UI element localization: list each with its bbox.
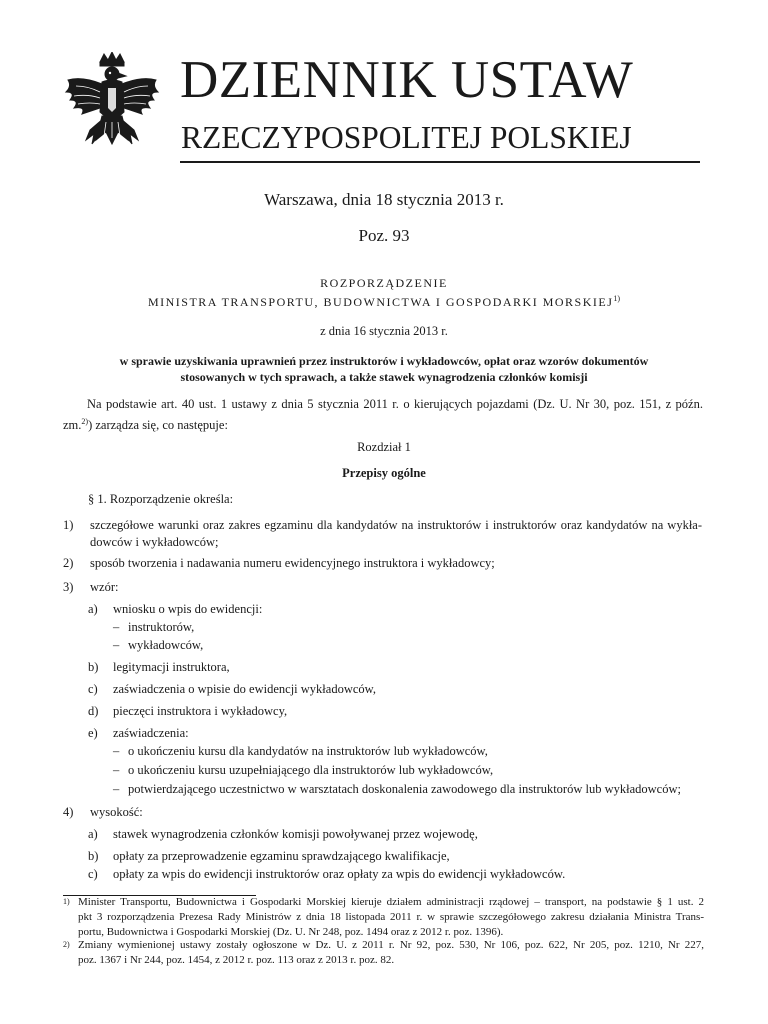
sub-item-text: wniosku o wpis do ewidencji: [113,602,263,616]
sub-item-text: zaświadczenia o wpisie do ewidencji wykładowców, [113,682,376,696]
dash-marker: – [113,744,120,758]
sub-item-text: legitymacji instruktora, [113,660,230,674]
list-item-number: 4) [63,805,74,819]
list-item-text: wysokość: [90,805,143,819]
date-line: Warszawa, dnia 18 stycznia 2013 r. [264,190,504,209]
dash-item-text: potwierdzającego uczestnictwo w warsztatach doskonalenia zawodowego dla instruktorów lub wykładowców; [128,782,681,796]
sub-item-text: opłaty za wpis do ewidencji instruktorów oraz opłaty za wpis do ewidencji wykładowców. [113,867,566,881]
act-subject: w sprawie uzyskiwania uprawnień przez instruktorów i wykładowców, opłat oraz wzorów dokumentów stosowanych w tych sprawach, a także stawek wynagrodzenia członków komisji [119,354,649,384]
section-1-intro: § 1. Rozporządzenie określa: [88,492,234,506]
dash-marker: – [113,638,120,652]
position-number: Poz. 93 [358,226,410,245]
sub-item-letter: e) [88,726,98,740]
dash-item-text: wykładowców, [128,638,204,652]
preamble-paragraph: Na podstawie art. 40 ust. 1 ustawy z dnia 5 stycznia 2011 r. o kierujących pojazdami (Dz. U. Nr 30, poz. 151, z późn. zm.$^{2)}$) zarządza się, co następuje: [63,397,703,432]
sub-item-text: zaświadczenia: [113,726,189,740]
sub-item-letter: b) [88,660,99,674]
sub-item-text: stawek wynagrodzenia członków komisji powoływanej przez wojewodę, [113,827,478,841]
dash-item-text: instruktorów, [128,620,195,634]
footnote-ref-2[interactable]: 2) [81,417,89,426]
footnote-text: Minister Transportu, Budownictwa i Gospodarki Morskiej kieruje działem administracji rządowej – transport, na podstawie § 1 ust. 2 pkt 3 rozporządzenia Prezesa Rady Ministrów z dnia 18 listopada 2011 r. w sprawie szczegółowego zakresu działania Ministra Trans- portu, Budownictwa i Gospodarki Morskiej (Dz. U. Nr 248, poz. 1494 oraz z 2012 r. poz. 1396). [78,896,704,938]
act-issuer: MINISTRA TRANSPORTU, BUDOWNICTWA I GOSPODARKI MORSKIEJ$^{1)}$ [147,294,621,309]
list-item-text: sposób tworzenia i nadawania numeru ewidencyjnego instruktora i wykładowcy; [90,556,495,570]
dash-marker: – [113,620,120,634]
sub-item-letter: c) [88,682,98,696]
footnote-ref-1[interactable]: 1) [613,294,621,303]
journal-subtitle: RZECZYPOSPOLITEJ POLSKIEJ [181,120,632,155]
dash-marker: – [113,782,120,796]
sub-item-text: opłaty za przeprowadzenie egzaminu sprawdzającego kwalifikacje, [113,849,450,863]
list-item-number: 2) [63,556,74,570]
sub-item-letter: a) [88,602,98,616]
header-divider [180,161,700,163]
chapter-title: Przepisy ogólne [342,466,426,480]
sub-item-letter: b) [88,849,99,863]
polish-eagle-emblem-icon [62,52,162,164]
footnote-number: 1) [63,897,70,906]
act-type: ROZPORZĄDZENIE [320,276,448,290]
issue-date: z dnia 16 stycznia 2013 r. [320,324,448,338]
dash-item-text: o ukończeniu kursu dla kandydatów na instruktorów lub wykładowców, [128,744,488,758]
list-item-text: wzór: [90,580,119,594]
list-item-number: 3) [63,580,74,594]
sub-item-letter: c) [88,867,98,881]
footnote-text: Zmiany wymienionej ustawy zostały ogłoszone w Dz. U. z 2011 r. Nr 92, poz. 530, Nr 106, poz. 622, Nr 205, poz. 1210, Nr 227, poz. 1367 i Nr 244, poz. 1454, z 2012 r. poz. 113 oraz z 2013 r. poz. 82. [78,939,704,966]
dash-item-text: o ukończeniu kursu uzupełniającego dla instruktorów lub wykładowców, [128,763,494,777]
list-item-text: szczegółowe warunki oraz zakres egzaminu dla kandydatów na instruktorów i instruktorów oraz kandydatów na wykła- dowców i wykładowców; [90,518,702,549]
chapter-label: Rozdział 1 [357,440,411,454]
sub-item-letter: d) [88,704,99,718]
sub-item-text: pieczęci instruktora i wykładowcy, [113,704,288,718]
journal-title: DZIENNIK USTAW [180,51,634,109]
dash-marker: – [113,763,120,777]
footnote-number: 2) [63,940,70,949]
sub-item-letter: a) [88,827,98,841]
list-item-number: 1) [63,518,74,532]
